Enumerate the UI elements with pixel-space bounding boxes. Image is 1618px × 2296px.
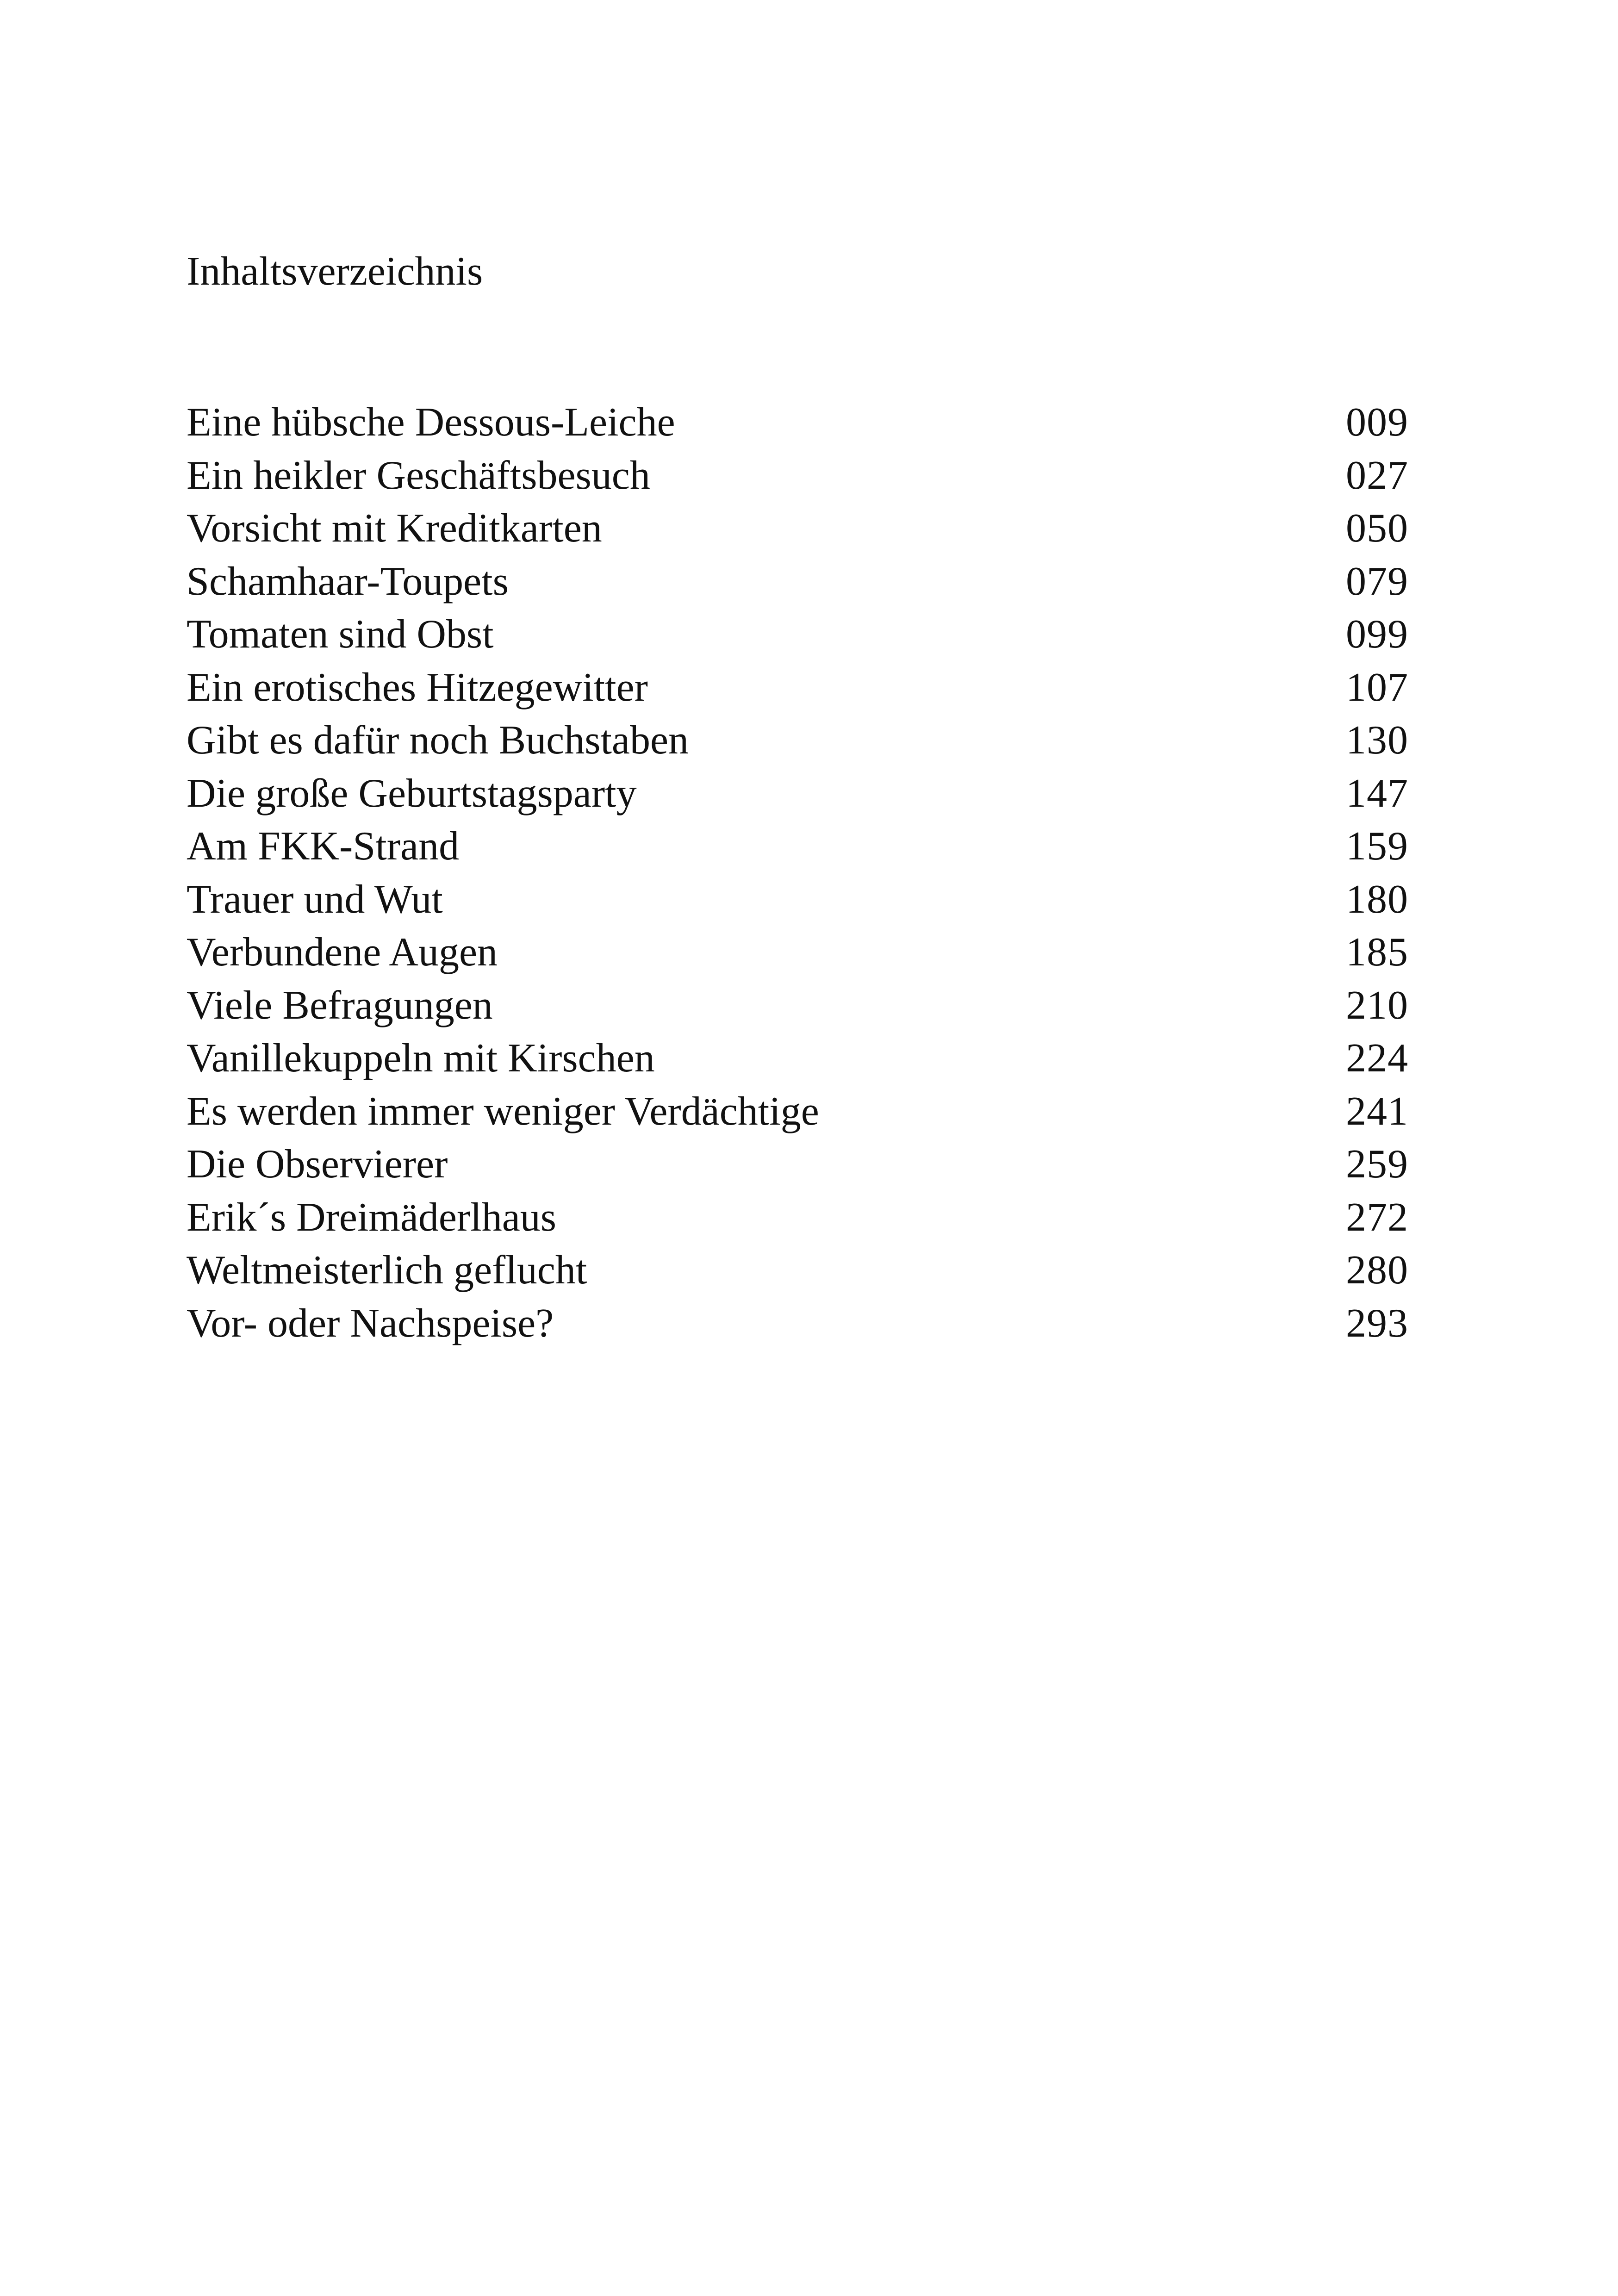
toc-entry-title: Viele Befragungen [187, 983, 493, 1028]
toc-entry-title: Eine hübsche Dessous-Leiche [187, 400, 675, 445]
toc-entry-page: 130 [1346, 718, 1408, 763]
toc-entry-page: 079 [1346, 559, 1408, 604]
toc-entry-title: Vanillekuppeln mit Kirschen [187, 1036, 655, 1081]
toc-entry [187, 502, 1408, 555]
toc-entry-title: Es werden immer weniger Verdächtige [187, 1089, 819, 1134]
toc-entry [187, 926, 1408, 979]
toc-entry-page: 180 [1346, 877, 1408, 922]
toc-entry [187, 1085, 1408, 1139]
toc-entry [187, 714, 1408, 767]
toc-entry [187, 449, 1408, 503]
toc-entry-title: Die Observierer [187, 1142, 448, 1187]
toc-entry [187, 1244, 1408, 1297]
toc-entry-title: Am FKK-Strand [187, 824, 460, 869]
toc-entry-title: Tomaten sind Obst [187, 612, 494, 657]
toc-entry [187, 1191, 1408, 1244]
toc-entry-page: 009 [1346, 400, 1408, 445]
toc-entry [187, 1297, 1408, 1350]
toc-entry-page: 185 [1346, 930, 1408, 975]
toc-entry-page: 159 [1346, 824, 1408, 869]
toc-entry-title: Trauer und Wut [187, 877, 443, 922]
toc-entry [187, 608, 1408, 661]
toc-entry-page: 293 [1346, 1300, 1408, 1346]
toc-entry-page: 099 [1346, 612, 1408, 657]
toc-entry [187, 873, 1408, 927]
toc-entry-title: Verbundene Augen [187, 930, 498, 975]
toc-entry [187, 1032, 1408, 1085]
toc-entry [187, 1138, 1408, 1191]
toc-entry-title: Gibt es dafür noch Buchstaben [187, 718, 689, 763]
toc-entry [187, 767, 1408, 821]
toc-entry-page: 050 [1346, 506, 1408, 551]
toc-entry-page: 027 [1346, 453, 1408, 498]
toc-entry-page: 224 [1346, 1036, 1408, 1081]
toc-list [187, 396, 1408, 1350]
toc-entry-page: 107 [1346, 665, 1408, 710]
toc-entry-title: Ein heikler Geschäftsbesuch [187, 453, 650, 498]
toc-heading: Inhaltsverzeichnis [187, 249, 483, 294]
toc-entry-page: 272 [1346, 1195, 1408, 1240]
toc-entry-title: Schamhaar-Toupets [187, 559, 509, 604]
toc-entry [187, 979, 1408, 1033]
toc-entry [187, 661, 1408, 715]
toc-entry-title: Vor- oder Nachspeise? [187, 1300, 554, 1346]
toc-entry-title: Ein erotisches Hitzegewitter [187, 665, 648, 710]
toc-entry-title: Erik´s Dreimäderlhaus [187, 1195, 557, 1240]
toc-entry-page: 259 [1346, 1142, 1408, 1187]
toc-entry [187, 820, 1408, 873]
toc-entry [187, 555, 1408, 609]
toc-entry [187, 396, 1408, 449]
toc-entry-page: 210 [1346, 983, 1408, 1028]
toc-entry-page: 280 [1346, 1248, 1408, 1293]
toc-entry-title: Weltmeisterlich geflucht [187, 1248, 587, 1293]
toc-entry-title: Die große Geburtstagsparty [187, 771, 637, 816]
toc-entry-title: Vorsicht mit Kreditkarten [187, 506, 602, 551]
toc-entry-page: 241 [1346, 1089, 1408, 1134]
toc-entry-page: 147 [1346, 771, 1408, 816]
